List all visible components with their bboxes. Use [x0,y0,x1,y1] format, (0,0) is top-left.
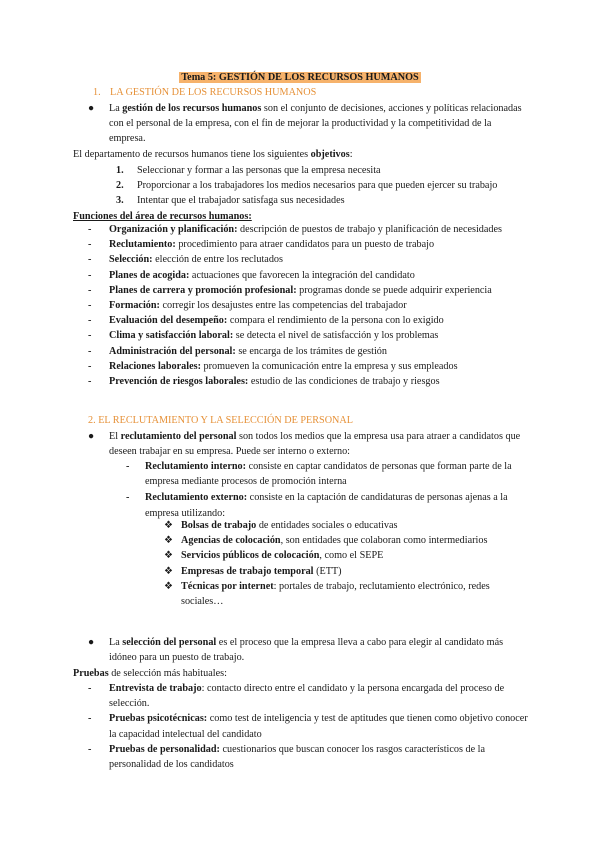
function-term: Relaciones laborales: [109,360,201,372]
function-item: - Administración del personal: se encarga de los trámites de gestión [88,345,387,357]
function-term: Evaluación del desempeño: [109,315,228,327]
objectives-intro-pre: El departamento de recursos humanos tiene los siguientes [73,149,311,160]
external-method-item [164,564,524,579]
function-term: Planes de carrera y promoción profesional: [109,284,297,296]
diamond-bullet-icon: ❖ [164,550,174,562]
bullet-icon: ● [88,431,95,442]
method-term: Técnicas por internet [181,580,274,592]
external-methods-list [164,518,524,609]
page-title: Tema 5: GESTIÓN DE LOS RECURSOS HUMANOS [181,72,419,83]
function-term: Prevención de riesgos laborales: [109,376,249,388]
objective-number: 2. [116,180,124,192]
recruitment-pre: El [109,431,121,442]
test-desc: como test de inteligencia y test de aptitudes que tienen como objetivo conocer la capacidad intelectual del candidato [109,713,528,740]
function-term: Planes de acogida: [109,269,190,281]
diamond-bullet-icon: ❖ [164,535,174,547]
external-method-item [164,579,524,609]
function-desc: programas donde se puede adquirir experiencia [296,284,492,296]
function-item: - Planes de acogida: actuaciones que favorecen la integración del candidato [88,269,415,281]
method-term: Agencias de colocación [181,535,281,547]
diamond-bullet-icon: ❖ [164,580,174,592]
test-item: - Pruebas psicotécnicas: como test de inteligencia y test de aptitudes que tienen como objetivo conocer la capacidad intelectual del candidato [88,713,528,740]
recruitment-term: reclutamiento del personal [120,431,237,442]
tests-list [88,681,528,772]
section-2-heading: 2. EL RECLUTAMIENTO Y LA SELECCIÓN DE PERSONAL [88,415,353,426]
title-block [0,70,600,85]
section-1-heading [93,85,316,100]
function-desc: corregir los desajustes entre las competencias del trabajador [159,300,407,312]
test-term: Pruebas psicotécnicas: [109,713,208,725]
external-desc: consiste en la captación de candidaturas de personas ajenas a la empresa utilizando: [145,492,508,519]
method-desc: (ETT) [313,565,342,577]
function-term: Reclutamiento: [109,239,176,251]
method-term: Empresas de trabajo temporal [181,565,314,577]
function-desc: promueven la comunicación entre la empresa y sus empleados [200,360,458,372]
bullet-icon: ● [88,103,95,114]
objectives-intro-bold: objetivos [310,149,350,160]
recruitment-paragraph [88,429,528,459]
function-term: Clima y satisfacción laboral: [109,330,234,342]
definition-text: son el conjunto de decisiones, acciones y políticas relacionadas con el personal de la empresa, con el fin de mejorar la productividad y la competitividad de la empresa. [109,103,522,145]
function-item: - Planes de carrera y promoción profesional: programas donde se puede adquirir experiencia [88,284,492,296]
internal-term: Reclutamiento interno: [145,461,247,472]
objective-item [116,178,556,193]
diamond-bullet-icon: ❖ [164,520,174,531]
function-desc: se detecta el nivel de satisfacción y los problemas [233,330,439,342]
selection-pre: La [109,637,123,648]
function-term: Selección: [109,254,153,266]
recruitment-types [126,459,526,521]
objective-number: 3. [116,195,124,207]
function-term: Organización y planificación: [109,224,238,235]
function-desc: se encarga de los trámites de gestión [235,345,387,357]
selection-text: es el proceso que la empresa lleva a cabo para elegir al candidato más idóneo para un puesto de trabajo. [109,637,504,664]
external-term: Reclutamiento externo: [145,492,248,504]
recruitment-text: son todos los medios que la empresa usa para atraer a candidatos que deseen trabajar en su empresa. Puede ser interno o externo: [109,431,521,458]
tests-intro-text: de selección más habituales: [108,668,227,679]
method-desc: , son entidades que colaboran como intermediarios [280,535,488,547]
function-item: - Selección: elección de entre los reclutados [88,254,283,266]
selection-term: selección del personal [122,637,217,648]
objective-text: Seleccionar y formar a las personas que la empresa necesita [137,165,381,176]
tests-intro [73,666,227,681]
tests-intro-bold: Pruebas [73,668,109,679]
test-term: Pruebas de personalidad: [109,743,220,755]
definition-pre: La [109,103,123,114]
internal-recruitment: - Reclutamiento interno: consiste en captar candidatos de personas que forman parte de la empresa mediante procesos de promoción interna [126,461,512,488]
method-term: Bolsas de trabajo [181,520,257,531]
method-desc: , como el SEPE [319,550,384,562]
objective-number: 1. [116,165,124,176]
function-item: - Relaciones laborales: promueven la comunicación entre la empresa y sus empleados [88,360,458,372]
objective-text: Intentar que el trabajador satisfaga sus necesidades [137,195,345,207]
function-item: - Organización y planificación: descripción de puestos de trabajo y planificación de necesidades [88,224,502,235]
definition-term: gestión de los recursos humanos [122,103,262,114]
function-term: Administración del personal: [109,345,236,357]
bullet-icon: ● [88,637,95,648]
test-term: Entrevista de trabajo [109,683,202,694]
function-item: - Clima y satisfacción laboral: se detecta el nivel de satisfacción y los problemas [88,330,439,342]
function-desc: compara el rendimiento de la persona con lo exigido [227,315,444,327]
test-item: - Pruebas de personalidad: cuestionarios que buscan conocer los rasgos característicos de la personalidad de los candidatos [88,743,486,771]
method-term: Servicios públicos de colocación [181,550,320,562]
section-1-title: LA GESTIÓN DE LOS RECURSOS HUMANOS [110,87,317,98]
objectives-list [116,163,556,209]
objectives-intro [73,147,353,162]
function-term: Formación: [109,300,160,312]
functions-list [88,222,528,389]
function-desc: actuaciones que favorecen la integración del candidato [189,269,415,281]
method-desc: : portales de trabajo, reclutamiento electrónico, redes sociales… [181,580,490,608]
function-item: - Evaluación del desempeño: compara el rendimiento de la persona con lo exigido [88,315,444,327]
definition-paragraph [88,101,528,147]
external-method-item [164,533,524,548]
functions-heading-text: Funciones del área de recursos humanos: [73,211,252,222]
function-item: - Prevención de riesgos laborales: estudio de las condiciones de trabajo y riesgos [88,376,440,388]
function-item: - Reclutamiento: procedimiento para atraer candidatos para un puesto de trabajo [88,239,435,251]
diamond-bullet-icon: ❖ [164,565,174,577]
internal-desc: consiste en captar candidatos de personas que forman parte de la empresa mediante procesos de promoción interna [145,461,512,488]
function-item: - Formación: corregir los desajustes entre las competencias del trabajador [88,300,407,312]
objectives-intro-post: : [349,149,353,160]
method-desc: de entidades sociales o educativas [256,520,398,531]
function-desc: elección de entre los reclutados [152,254,283,266]
external-recruitment: - Reclutamiento externo: consiste en la captación de candidaturas de personas ajenas a la empresa utilizando: [126,492,508,519]
selection-paragraph [88,635,528,665]
objective-item [116,193,556,208]
function-desc: descripción de puestos de trabajo y planificación de necesidades [237,224,502,235]
external-method-item [164,548,524,563]
test-desc: : contacto directo entre el candidato y la persona encargada del proceso de selección. [109,683,505,710]
function-desc: procedimiento para atraer candidatos para un puesto de trabajo [175,239,435,251]
objective-text: Proporcionar a los trabajadores los medios necesarios para que pueden ejercer su trabajo [137,180,498,192]
section-1-number: 1. [93,87,101,98]
objective-item [116,163,556,178]
test-item: - Entrevista de trabajo: contacto directo entre el candidato y la persona encargada del proceso de selección. [88,683,505,710]
function-desc: estudio de las condiciones de trabajo y riesgos [248,376,440,388]
external-method-item [164,518,524,533]
test-desc: cuestionarios que buscan conocer los rasgos característicos de la personalidad de los candidatos [109,743,486,771]
